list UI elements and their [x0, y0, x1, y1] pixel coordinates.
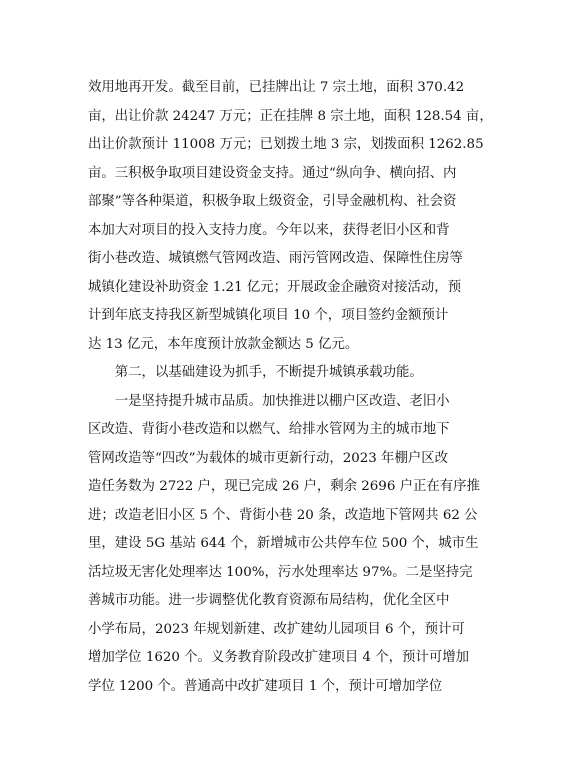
- section-heading: 第二，以基础建设为抓手，不断提升城镇承载功能。: [88, 365, 423, 380]
- text-line: 亩。三积极争取项目建设资金支持。通过“纵向争、横向招、内: [88, 165, 457, 181]
- text-line: 出让价款预计 11008 万元；已划拨土地 3 宗，划拨面积 1262.85: [88, 137, 484, 152]
- text-line: 效用地再开发。截至目前，已挂牌出让 7 宗土地，面积 370.42: [88, 80, 465, 95]
- paragraph-first-line: 一是坚持提升城市品质。加快推进以棚户区改造、老旧小: [88, 393, 450, 409]
- text-line: 亩，出让价款 24247 万元；正在挂牌 8 宗土地，面积 128.54 亩，: [88, 108, 493, 124]
- text-line: 进；改造老旧小区 5 个、背街小巷 20 条，改造地下管网共 62 公: [88, 507, 478, 523]
- text-line: 造任务数为 2722 户，现已完成 26 户，剩余 2696 户正在有序推: [88, 479, 480, 494]
- text-line: 达 13 亿元，本年度预计放款金额达 5 亿元。: [88, 336, 359, 352]
- text-line: 学位 1200 个。普通高中改扩建项目 1 个，预计可增加学位: [88, 678, 443, 694]
- text-line: 增加学位 1620 个。义务教育阶段改扩建项目 4 个，预计可增加: [88, 650, 469, 665]
- text-line: 管网改造等“四改”为载体的城市更新行动，2023 年棚户区改: [88, 450, 449, 466]
- text-line: 城镇化建设补助资金 1.21 亿元；开展政金企融资对接活动，预: [88, 279, 462, 295]
- text-line: 里，建设 5G 基站 644 个，新增城市公共停车位 500 个，城市生: [88, 536, 479, 551]
- document-body: [88, 74, 500, 701]
- text-line: 街小巷改造、城镇燃气管网改造、雨污管网改造、保障性住房等: [88, 251, 463, 266]
- text-line: 本加大对项目的投入支持力度。今年以来，获得老旧小区和背: [88, 222, 450, 238]
- text-line: 善城市功能。进一步调整优化教育资源布局结构，优化全区中: [88, 593, 450, 608]
- text-line: 部聚”等各种渠道，积极争取上级资金，引导金融机构、社会资: [88, 194, 457, 209]
- text-line: 计到年底支持我区新型城镇化项目 10 个，项目签约金额预计: [88, 308, 449, 323]
- text-line: 区改造、背街小巷改造和以燃气、给排水管网为主的城市地下: [88, 422, 450, 437]
- text-line: 小学布局，2023 年规划新建、改扩建幼儿园项目 6 个，预计可: [88, 621, 465, 637]
- text-line: 活垃圾无害化处理率达 100%，污水处理率达 97%。二是坚持完: [88, 564, 473, 580]
